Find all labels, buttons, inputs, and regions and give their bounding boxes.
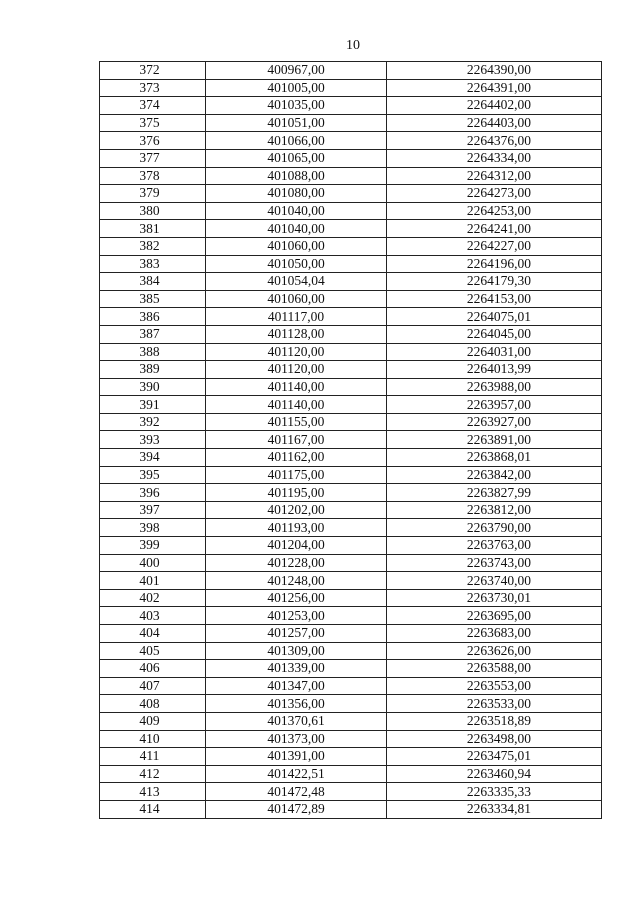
table-row xyxy=(100,325,602,343)
table-row xyxy=(100,273,602,291)
point-number-cell: 407 xyxy=(100,677,206,695)
x-coordinate-cell: 401120,00 xyxy=(206,343,387,361)
y-coordinate-cell: 2263683,00 xyxy=(387,625,602,643)
y-coordinate-cell: 2263460,94 xyxy=(387,765,602,783)
y-coordinate-cell: 2264312,00 xyxy=(387,167,602,185)
point-number-cell: 414 xyxy=(100,800,206,818)
x-coordinate-cell: 401117,00 xyxy=(206,308,387,326)
x-coordinate-cell: 401309,00 xyxy=(206,642,387,660)
point-number-cell: 398 xyxy=(100,519,206,537)
point-number-cell: 400 xyxy=(100,554,206,572)
y-coordinate-cell: 2264253,00 xyxy=(387,202,602,220)
y-coordinate-cell: 2263334,81 xyxy=(387,800,602,818)
y-coordinate-cell: 2263763,00 xyxy=(387,537,602,555)
table-row xyxy=(100,677,602,695)
point-number-cell: 380 xyxy=(100,202,206,220)
x-coordinate-cell: 401257,00 xyxy=(206,625,387,643)
table-row xyxy=(100,554,602,572)
y-coordinate-cell: 2263891,00 xyxy=(387,431,602,449)
table-row xyxy=(100,748,602,766)
table-row xyxy=(100,589,602,607)
x-coordinate-cell: 401155,00 xyxy=(206,413,387,431)
point-number-cell: 403 xyxy=(100,607,206,625)
table-row xyxy=(100,519,602,537)
x-coordinate-cell: 401193,00 xyxy=(206,519,387,537)
point-number-cell: 397 xyxy=(100,501,206,519)
table-row xyxy=(100,361,602,379)
y-coordinate-cell: 2263518,89 xyxy=(387,712,602,730)
table-row xyxy=(100,79,602,97)
y-coordinate-cell: 2264241,00 xyxy=(387,220,602,238)
point-number-cell: 409 xyxy=(100,712,206,730)
y-coordinate-cell: 2264227,00 xyxy=(387,237,602,255)
point-number-cell: 379 xyxy=(100,185,206,203)
x-coordinate-cell: 401035,00 xyxy=(206,97,387,115)
x-coordinate-cell: 401066,00 xyxy=(206,132,387,150)
table-row xyxy=(100,255,602,273)
table-row xyxy=(100,800,602,818)
x-coordinate-cell: 401175,00 xyxy=(206,466,387,484)
point-number-cell: 402 xyxy=(100,589,206,607)
point-number-cell: 405 xyxy=(100,642,206,660)
y-coordinate-cell: 2263812,00 xyxy=(387,501,602,519)
x-coordinate-cell: 401051,00 xyxy=(206,114,387,132)
x-coordinate-cell: 401065,00 xyxy=(206,149,387,167)
point-number-cell: 412 xyxy=(100,765,206,783)
x-coordinate-cell: 401060,00 xyxy=(206,290,387,308)
point-number-cell: 413 xyxy=(100,783,206,801)
y-coordinate-cell: 2263868,01 xyxy=(387,449,602,467)
x-coordinate-cell: 401347,00 xyxy=(206,677,387,695)
point-number-cell: 390 xyxy=(100,378,206,396)
y-coordinate-cell: 2263730,01 xyxy=(387,589,602,607)
y-coordinate-cell: 2264153,00 xyxy=(387,290,602,308)
y-coordinate-cell: 2264075,01 xyxy=(387,308,602,326)
y-coordinate-cell: 2263475,01 xyxy=(387,748,602,766)
y-coordinate-cell: 2264045,00 xyxy=(387,325,602,343)
x-coordinate-cell: 401204,00 xyxy=(206,537,387,555)
point-number-cell: 408 xyxy=(100,695,206,713)
table-row xyxy=(100,185,602,203)
table-row xyxy=(100,607,602,625)
point-number-cell: 411 xyxy=(100,748,206,766)
table-row xyxy=(100,625,602,643)
table-row xyxy=(100,449,602,467)
table-row xyxy=(100,114,602,132)
point-number-cell: 375 xyxy=(100,114,206,132)
y-coordinate-cell: 2263533,00 xyxy=(387,695,602,713)
point-number-cell: 393 xyxy=(100,431,206,449)
y-coordinate-cell: 2263827,99 xyxy=(387,484,602,502)
table-row xyxy=(100,413,602,431)
table-row xyxy=(100,572,602,590)
y-coordinate-cell: 2263588,00 xyxy=(387,660,602,678)
point-number-cell: 383 xyxy=(100,255,206,273)
y-coordinate-cell: 2263988,00 xyxy=(387,378,602,396)
x-coordinate-cell: 401422,51 xyxy=(206,765,387,783)
table-row xyxy=(100,730,602,748)
x-coordinate-cell: 401140,00 xyxy=(206,396,387,414)
point-number-cell: 391 xyxy=(100,396,206,414)
x-coordinate-cell: 401391,00 xyxy=(206,748,387,766)
y-coordinate-cell: 2263626,00 xyxy=(387,642,602,660)
y-coordinate-cell: 2263695,00 xyxy=(387,607,602,625)
x-coordinate-cell: 401162,00 xyxy=(206,449,387,467)
table-row xyxy=(100,537,602,555)
table-row xyxy=(100,712,602,730)
point-number-cell: 401 xyxy=(100,572,206,590)
point-number-cell: 388 xyxy=(100,343,206,361)
table-row xyxy=(100,484,602,502)
point-number-cell: 385 xyxy=(100,290,206,308)
table-row xyxy=(100,378,602,396)
point-number-cell: 394 xyxy=(100,449,206,467)
point-number-cell: 399 xyxy=(100,537,206,555)
x-coordinate-cell: 401040,00 xyxy=(206,220,387,238)
x-coordinate-cell: 401370,61 xyxy=(206,712,387,730)
y-coordinate-cell: 2263927,00 xyxy=(387,413,602,431)
point-number-cell: 376 xyxy=(100,132,206,150)
x-coordinate-cell: 401128,00 xyxy=(206,325,387,343)
y-coordinate-cell: 2264376,00 xyxy=(387,132,602,150)
coordinates-table xyxy=(99,61,602,819)
y-coordinate-cell: 2264403,00 xyxy=(387,114,602,132)
y-coordinate-cell: 2264273,00 xyxy=(387,185,602,203)
y-coordinate-cell: 2263553,00 xyxy=(387,677,602,695)
y-coordinate-cell: 2264390,00 xyxy=(387,62,602,80)
table-row xyxy=(100,431,602,449)
point-number-cell: 381 xyxy=(100,220,206,238)
y-coordinate-cell: 2263957,00 xyxy=(387,396,602,414)
y-coordinate-cell: 2263498,00 xyxy=(387,730,602,748)
table-row xyxy=(100,237,602,255)
point-number-cell: 389 xyxy=(100,361,206,379)
point-number-cell: 378 xyxy=(100,167,206,185)
x-coordinate-cell: 401088,00 xyxy=(206,167,387,185)
x-coordinate-cell: 401373,00 xyxy=(206,730,387,748)
point-number-cell: 386 xyxy=(100,308,206,326)
table-row xyxy=(100,202,602,220)
table-row xyxy=(100,660,602,678)
y-coordinate-cell: 2264402,00 xyxy=(387,97,602,115)
x-coordinate-cell: 401040,00 xyxy=(206,202,387,220)
x-coordinate-cell: 401253,00 xyxy=(206,607,387,625)
y-coordinate-cell: 2263335,33 xyxy=(387,783,602,801)
point-number-cell: 396 xyxy=(100,484,206,502)
x-coordinate-cell: 401472,89 xyxy=(206,800,387,818)
table-row xyxy=(100,783,602,801)
point-number-cell: 404 xyxy=(100,625,206,643)
x-coordinate-cell: 401080,00 xyxy=(206,185,387,203)
x-coordinate-cell: 401054,04 xyxy=(206,273,387,291)
table-row xyxy=(100,132,602,150)
x-coordinate-cell: 401005,00 xyxy=(206,79,387,97)
table-row xyxy=(100,695,602,713)
y-coordinate-cell: 2263740,00 xyxy=(387,572,602,590)
x-coordinate-cell: 401050,00 xyxy=(206,255,387,273)
y-coordinate-cell: 2264334,00 xyxy=(387,149,602,167)
y-coordinate-cell: 2263790,00 xyxy=(387,519,602,537)
point-number-cell: 374 xyxy=(100,97,206,115)
x-coordinate-cell: 401167,00 xyxy=(206,431,387,449)
x-coordinate-cell: 401195,00 xyxy=(206,484,387,502)
point-number-cell: 387 xyxy=(100,325,206,343)
point-number-cell: 410 xyxy=(100,730,206,748)
table-row xyxy=(100,220,602,238)
point-number-cell: 373 xyxy=(100,79,206,97)
x-coordinate-cell: 401060,00 xyxy=(206,237,387,255)
table-row xyxy=(100,167,602,185)
y-coordinate-cell: 2263842,00 xyxy=(387,466,602,484)
x-coordinate-cell: 401120,00 xyxy=(206,361,387,379)
page-number: 10 xyxy=(346,38,360,53)
y-coordinate-cell: 2264196,00 xyxy=(387,255,602,273)
point-number-cell: 384 xyxy=(100,273,206,291)
x-coordinate-cell: 400967,00 xyxy=(206,62,387,80)
table-row xyxy=(100,97,602,115)
point-number-cell: 377 xyxy=(100,149,206,167)
table-row xyxy=(100,642,602,660)
table-row xyxy=(100,62,602,80)
point-number-cell: 392 xyxy=(100,413,206,431)
x-coordinate-cell: 401472,48 xyxy=(206,783,387,801)
x-coordinate-cell: 401248,00 xyxy=(206,572,387,590)
y-coordinate-cell: 2264179,30 xyxy=(387,273,602,291)
point-number-cell: 406 xyxy=(100,660,206,678)
x-coordinate-cell: 401356,00 xyxy=(206,695,387,713)
x-coordinate-cell: 401339,00 xyxy=(206,660,387,678)
coordinates-table-body xyxy=(100,62,602,819)
table-row xyxy=(100,501,602,519)
table-row xyxy=(100,343,602,361)
table-row xyxy=(100,396,602,414)
y-coordinate-cell: 2264013,99 xyxy=(387,361,602,379)
x-coordinate-cell: 401202,00 xyxy=(206,501,387,519)
table-row xyxy=(100,765,602,783)
point-number-cell: 395 xyxy=(100,466,206,484)
point-number-cell: 382 xyxy=(100,237,206,255)
y-coordinate-cell: 2263743,00 xyxy=(387,554,602,572)
x-coordinate-cell: 401140,00 xyxy=(206,378,387,396)
table-row xyxy=(100,290,602,308)
table-row xyxy=(100,149,602,167)
x-coordinate-cell: 401256,00 xyxy=(206,589,387,607)
y-coordinate-cell: 2264391,00 xyxy=(387,79,602,97)
table-row xyxy=(100,466,602,484)
x-coordinate-cell: 401228,00 xyxy=(206,554,387,572)
point-number-cell: 372 xyxy=(100,62,206,80)
y-coordinate-cell: 2264031,00 xyxy=(387,343,602,361)
table-row xyxy=(100,308,602,326)
